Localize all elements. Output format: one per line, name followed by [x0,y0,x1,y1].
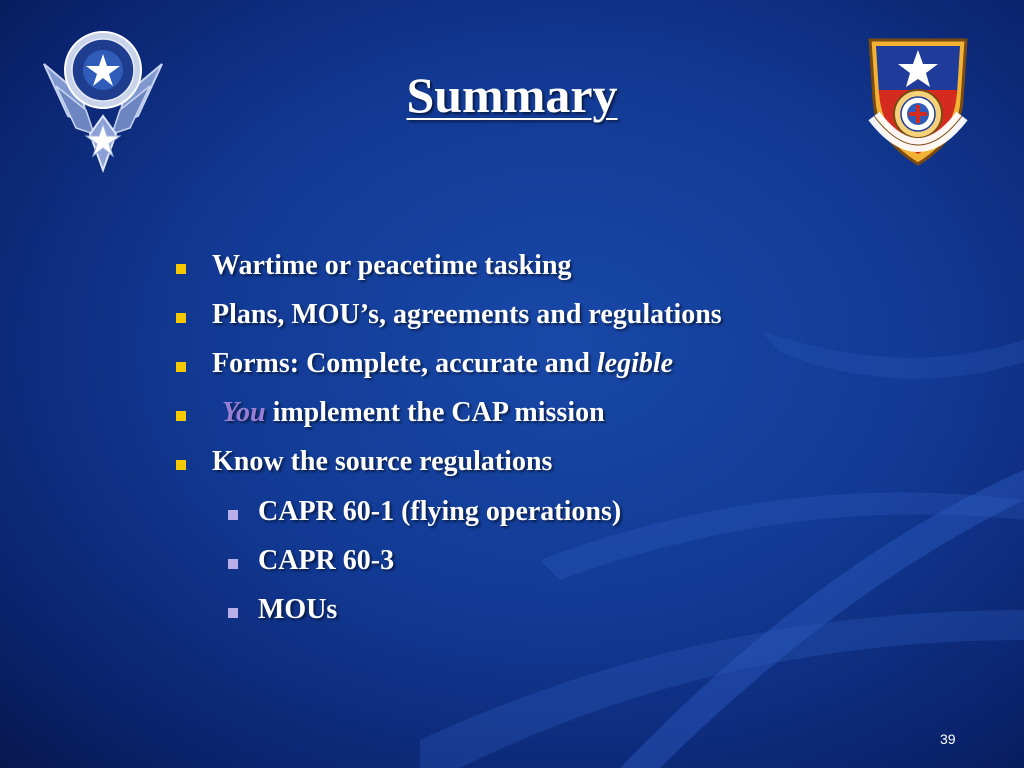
bullet-square-icon [176,460,186,470]
emphasis-you: You [222,397,266,428]
list-item [212,348,673,380]
sub-list-item: CAPR 60-1 (flying operations) [258,496,622,527]
slide-title: Summary [406,67,618,123]
sub-bullet-square-icon [228,510,238,520]
sub-bullet-square-icon [228,608,238,618]
list-item-text: Forms: Complete, accurate and [212,348,597,379]
sub-list-item: CAPR 60-3 [258,545,395,576]
list-item: Wartime or peacetime tasking [212,250,572,281]
texas-wing-patch [850,34,986,170]
bullet-square-icon [176,362,186,372]
list-item: Plans, MOU’s, agreements and regulations [212,299,722,330]
bullet-square-icon [176,313,186,323]
list-item [222,397,605,429]
bullet-square-icon [176,264,186,274]
emphasis-legible: legible [596,348,674,379]
list-item: Know the source regulations [212,446,553,477]
sub-bullet-square-icon [228,559,238,569]
sub-list-item: MOUs [258,594,338,625]
list-item-text: implement the CAP mission [265,397,605,428]
bullet-square-icon [176,411,186,421]
page-number: 39 [940,731,956,747]
